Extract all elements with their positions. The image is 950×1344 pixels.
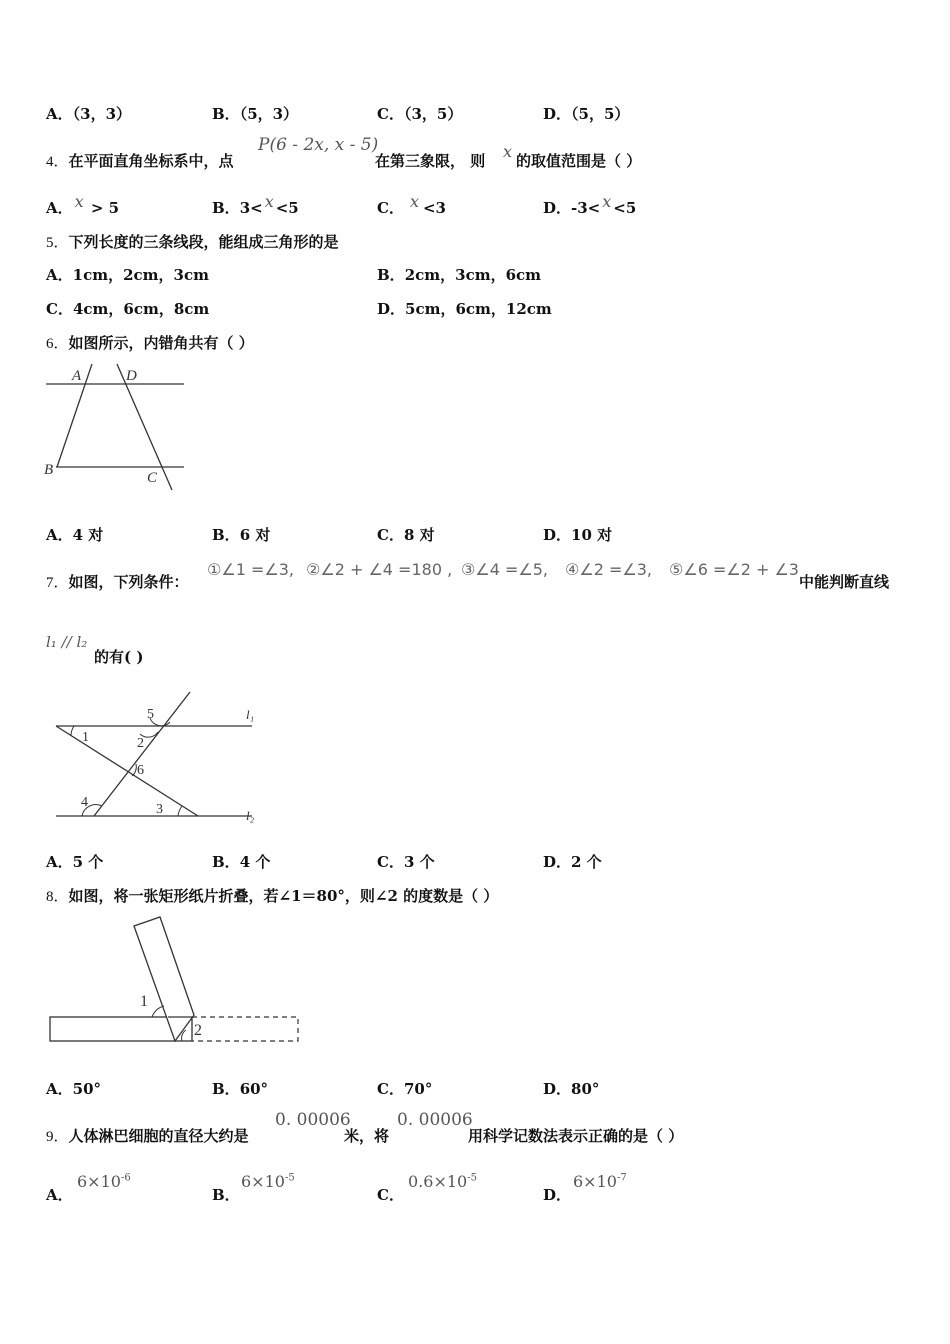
q7-label-l2: l₂ xyxy=(246,808,255,823)
option-letter: B． xyxy=(377,266,405,284)
q7-label-6: 6 xyxy=(137,763,144,778)
option-post: <5 xyxy=(275,199,299,217)
q6-label-d: D xyxy=(126,368,137,384)
option-post: > 5 xyxy=(85,199,120,217)
option-letter: C． xyxy=(377,105,404,123)
option-text: 1cm，2cm，3cm xyxy=(72,266,209,284)
option-var: x xyxy=(409,192,419,211)
option-text: 6 对 xyxy=(239,526,271,544)
option-pre: 3< xyxy=(239,199,263,217)
option-letter: C． xyxy=(377,853,404,871)
q7-option-b[interactable] xyxy=(212,851,270,872)
q7-label-2: 2 xyxy=(137,736,144,751)
q9-option-b[interactable] xyxy=(212,1184,240,1205)
option-letter: B． xyxy=(212,526,240,544)
q7-figure xyxy=(44,688,274,828)
option-letter: D． xyxy=(543,1080,572,1098)
option-text: 2cm，3cm，6cm xyxy=(404,266,542,284)
option-exponent: -6 xyxy=(120,1172,131,1184)
q4-point-expression: P(6 - 2x, x - 5) xyxy=(258,135,379,155)
question-number: 6． xyxy=(46,336,69,352)
option-letter: D． xyxy=(377,300,406,318)
option-letter: C． xyxy=(377,526,404,544)
option-base: 6×10 xyxy=(77,1172,121,1191)
q9-option-a-value xyxy=(77,1172,131,1191)
q7-option-a[interactable] xyxy=(46,851,103,872)
option-letter: C． xyxy=(46,300,73,318)
option-text: （5，3） xyxy=(239,105,299,123)
stem-text: 如图，将一张矩形纸片折叠，若∠1＝80°，则∠2 的度数是（ ） xyxy=(68,887,499,905)
option-text: 3 个 xyxy=(403,853,435,871)
q4-option-a[interactable] xyxy=(46,192,120,218)
q9-option-a[interactable] xyxy=(46,1184,73,1205)
q7-label-l1: l₁ xyxy=(246,707,255,722)
q7-stem-c: 的有( ) xyxy=(94,648,144,666)
q4-stem xyxy=(46,150,234,171)
option-letter: D． xyxy=(543,105,572,123)
option-pre: -3< xyxy=(571,199,601,217)
q6-figure xyxy=(40,360,190,495)
option-text: 4 个 xyxy=(239,853,271,871)
q8-label-1: 1 xyxy=(140,993,148,1010)
q7-arc-1 xyxy=(71,726,74,736)
q7-transversal-a xyxy=(94,692,190,816)
q8-figure xyxy=(44,912,306,1048)
option-text: 4cm，6cm，8cm xyxy=(72,300,210,318)
q8-option-b[interactable] xyxy=(212,1078,268,1099)
option-text: 60° xyxy=(239,1080,269,1098)
q9-stem-c: 用科学记数法表示正确的是（ ） xyxy=(468,1127,684,1145)
option-letter: D． xyxy=(543,199,572,217)
question-number: 8． xyxy=(46,889,69,905)
q9-stem-b: 米，将 xyxy=(344,1127,390,1145)
q9-value: 0. 00006 xyxy=(275,1110,351,1130)
option-letter: A． xyxy=(46,853,73,871)
q9-option-b-value xyxy=(241,1172,295,1191)
option-letter: B． xyxy=(212,199,240,217)
option-letter: A． xyxy=(46,1186,73,1204)
q4-stem-c: 的取值范围是（ ） xyxy=(516,152,642,170)
q6-stem xyxy=(46,332,254,353)
q8-option-a[interactable] xyxy=(46,1078,101,1099)
q3-option-d[interactable] xyxy=(543,103,629,124)
q8-paper-folded-part xyxy=(192,1017,298,1041)
q5-option-a[interactable] xyxy=(46,264,209,285)
option-letter: A． xyxy=(46,266,73,284)
q6-option-c[interactable] xyxy=(377,524,435,545)
q4-var: x xyxy=(503,142,513,161)
option-letter: D． xyxy=(543,853,572,871)
q7-lines-expression: l₁ // l₂ xyxy=(46,633,88,651)
q7-label-1: 1 xyxy=(82,730,89,745)
stem-text: 下列长度的三条线段，能组成三角形的是 xyxy=(68,233,339,251)
option-text: 50° xyxy=(72,1080,102,1098)
q9-option-c-value xyxy=(408,1172,477,1191)
q7-condition-1: ①∠1 =∠3, xyxy=(207,560,294,579)
option-letter: B． xyxy=(212,105,240,123)
stem-text: 在平面直角坐标系中，点 xyxy=(68,152,234,170)
option-base: 0.6×10 xyxy=(408,1172,468,1191)
option-text: 5 个 xyxy=(72,853,104,871)
question-number: 4． xyxy=(46,154,69,170)
q4-option-d[interactable] xyxy=(543,192,637,218)
option-post: <5 xyxy=(613,199,637,217)
q5-option-d[interactable] xyxy=(377,298,552,319)
q4-option-b[interactable] xyxy=(212,192,299,218)
option-text: 2 个 xyxy=(571,853,602,871)
q9-option-c[interactable] xyxy=(377,1184,404,1205)
q9-stem xyxy=(46,1125,249,1146)
option-text: 8 对 xyxy=(403,526,435,544)
q6-option-a[interactable] xyxy=(46,524,103,545)
option-letter: A． xyxy=(46,105,73,123)
stem-text: 人体淋巴细胞的直径大约是 xyxy=(68,1127,249,1145)
option-base: 6×10 xyxy=(573,1172,617,1191)
q8-stem xyxy=(46,885,498,906)
q4-option-c[interactable] xyxy=(377,192,446,218)
question-number: 9． xyxy=(46,1129,69,1145)
option-var: x xyxy=(264,192,274,211)
q6-label-c: C xyxy=(147,470,158,486)
option-text: （5，5） xyxy=(571,105,630,123)
q3-option-c[interactable] xyxy=(377,103,462,124)
q7-option-d[interactable] xyxy=(543,851,602,872)
option-text: （3，5） xyxy=(403,105,463,123)
option-letter: A． xyxy=(46,199,73,217)
q7-condition-4: ④∠2 =∠3, xyxy=(565,560,652,579)
q8-option-d[interactable] xyxy=(543,1078,599,1099)
option-letter: C． xyxy=(377,199,404,217)
q4-stem-b: 在第三象限， 则 xyxy=(375,152,486,170)
option-text: 4 对 xyxy=(72,526,104,544)
q6-option-b[interactable] xyxy=(212,524,270,545)
option-letter: C． xyxy=(377,1186,404,1204)
q3-option-a[interactable] xyxy=(46,103,131,124)
q7-condition-5: ⑤∠6 =∠2 + ∠3 xyxy=(669,560,799,579)
q9-value-repeat: 0. 00006 xyxy=(397,1110,473,1130)
q6-label-a: A xyxy=(72,368,82,384)
option-var: x xyxy=(74,192,84,211)
q7-condition-2: ②∠2 + ∠4 =180 , xyxy=(306,560,453,579)
option-text: 80° xyxy=(571,1080,600,1098)
q6-label-b: B xyxy=(44,462,54,478)
q5-option-c[interactable] xyxy=(46,298,209,319)
q8-folded-strip xyxy=(134,917,194,1041)
q5-option-b[interactable] xyxy=(377,264,541,285)
option-text: （3，3） xyxy=(72,105,132,123)
q8-arc-1 xyxy=(152,1006,164,1017)
q7-option-c[interactable] xyxy=(377,851,435,872)
option-letter: B． xyxy=(212,1186,240,1204)
stem-text: 如图所示，内错角共有（ ） xyxy=(68,334,254,352)
option-letter: A． xyxy=(46,1080,73,1098)
option-letter: A． xyxy=(46,526,73,544)
q6-option-d[interactable] xyxy=(543,524,612,545)
option-var: x xyxy=(602,192,612,211)
option-exponent: -7 xyxy=(616,1172,627,1184)
q7-label-3: 3 xyxy=(156,802,163,817)
question-number: 7． xyxy=(46,575,69,591)
q7-label-4: 4 xyxy=(81,795,88,810)
q7-condition-3: ③∠4 =∠5, xyxy=(461,560,548,579)
option-exponent: -5 xyxy=(284,1172,295,1184)
option-text: 10 对 xyxy=(571,526,613,544)
option-exponent: -5 xyxy=(467,1172,477,1184)
question-number: 5． xyxy=(46,235,69,251)
q7-stem xyxy=(46,571,189,592)
stem-text: 如图，下列条件： xyxy=(68,573,189,591)
option-letter: C． xyxy=(377,1080,404,1098)
q8-option-c[interactable] xyxy=(377,1078,432,1099)
q7-label-5: 5 xyxy=(147,707,154,722)
option-letter: B． xyxy=(212,1080,240,1098)
option-letter: D． xyxy=(543,526,572,544)
q5-stem xyxy=(46,231,339,252)
option-letter: D． xyxy=(543,1186,572,1204)
option-text: 70° xyxy=(403,1080,433,1098)
q7-transversal-b xyxy=(56,726,198,816)
option-letter: B． xyxy=(212,853,240,871)
option-text: 5cm，6cm，12cm xyxy=(405,300,552,318)
q7-arc-3 xyxy=(178,806,182,816)
q8-label-2: 2 xyxy=(194,1022,202,1039)
option-post: <3 xyxy=(422,199,446,217)
option-base: 6×10 xyxy=(241,1172,285,1191)
q9-option-d-value xyxy=(573,1172,627,1191)
q9-option-d[interactable] xyxy=(543,1184,571,1205)
q7-stem-b: 中能判断直线 xyxy=(799,573,890,591)
q3-option-b[interactable] xyxy=(212,103,298,124)
